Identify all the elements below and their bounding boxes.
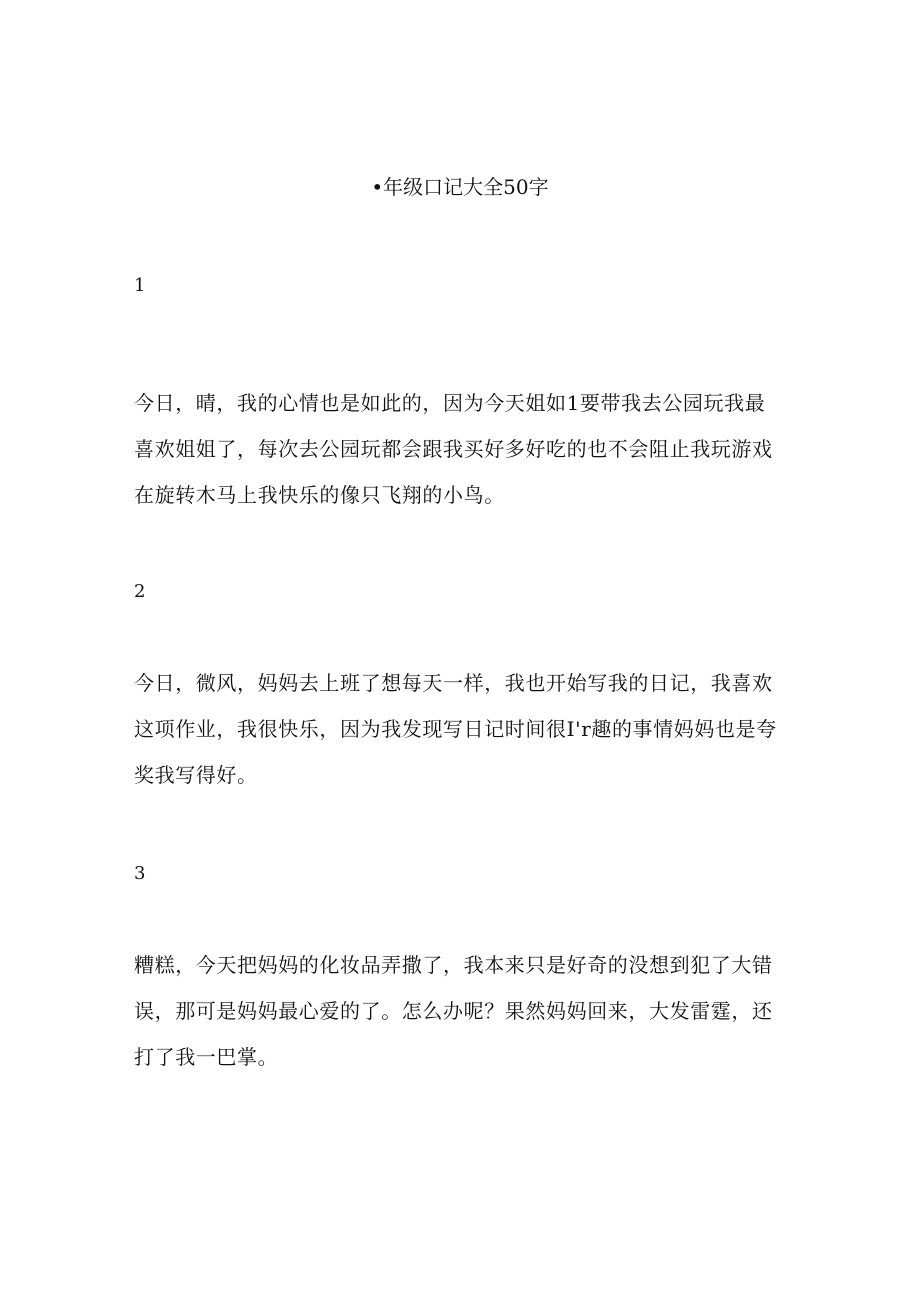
entry-text: 糟糕，今天把妈妈的化妆品弄撒了，我本来只是好奇的没想到犯了大错误，那可是妈妈最心爱的了。怎么办呢？果然妈妈回来，大发雷霆，还打了我一巴掌。 (134, 953, 773, 1069)
entry-text: 今日，微风，妈妈去上班了想每天一样，我也开始写我的日记，我喜欢这项作业，我很快乐，因为我发现写日记时间很I'r趣的事情妈妈也是夸奖我写得好。 (134, 671, 777, 787)
entry-number: 1 (134, 275, 146, 296)
entry-number: 3 (134, 863, 146, 884)
entry-text: 今日，晴，我的心情也是如此的，因为今天姐如1要带我去公园玩我最喜欢姐姐了，每次去公园玩都会跟我买好多好吃的也不会阻止我玩游戏在旋转木马上我快乐的像只飞翔的小鸟。 (134, 391, 773, 507)
entry-number: 2 (134, 581, 146, 602)
page-title: •年级口记大全50字 (371, 175, 549, 199)
